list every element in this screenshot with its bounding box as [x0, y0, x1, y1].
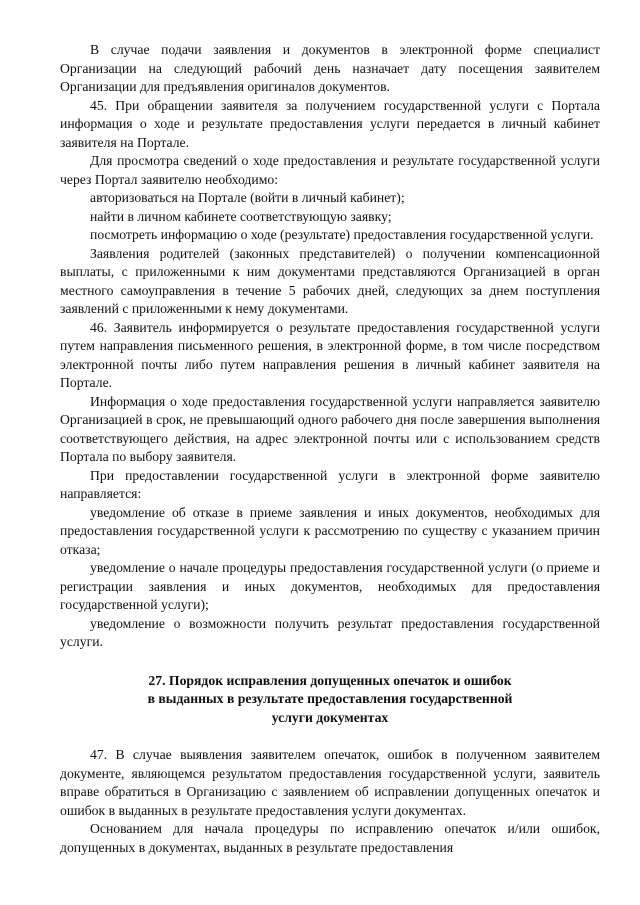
section-heading-line: в выданных в результате предоставления государственной — [147, 691, 513, 706]
paragraph: авторизоваться на Портале (войти в личный кабинет); — [90, 190, 405, 205]
paragraph: найти в личном кабинете соответствующую заявку; — [90, 208, 392, 224]
paragraph: уведомление об отказе в приеме заявления и иных документов, необходимых для предоставления государственной услуги к рассмотрению по существу с указанием причин отказа; — [60, 504, 600, 557]
section-heading-line: услуги документах — [271, 709, 389, 725]
paragraph: В случае подачи заявления и документов в электронной форме специалист Организации на следующий рабочий день назначает дату посещения заявителем Организации для предъявления оригиналов документов. — [60, 42, 600, 94]
paragraph: Для просмотра сведений о ходе предоставления и результате государственной услуги через Портал заявителю необходимо: — [60, 153, 600, 187]
paragraph: Основанием для начала процедуры по исправлению опечаток и/или ошибок, допущенных в документах, выданных в результате предоставления — [60, 821, 600, 855]
paragraph: Заявления родителей (законных представителей) о получении компенсационной выплаты, с приложенными к ним документами представляются Организацией в орган местного самоуправления в течение 5 рабочих дней, следующих за днем поступления заявлений с приложенными к нему документами. — [60, 245, 600, 316]
paragraph: 46. Заявитель информируется о результате предоставления государственной услуги путем направления письменного решения, в электронной форме, в том числе посредством электронной почты либо путем направления решения в личный кабинет заявителя на Портале. — [60, 319, 600, 390]
section-heading — [60, 672, 600, 728]
paragraph: 45. При обращении заявителя за получением государственной услуги с Портала информация о ходе и результате предоставления услуги передается в личный кабинет заявителя на Портале. — [60, 97, 600, 150]
paragraph: уведомление о начале процедуры предоставления государственной услуги (о приеме и регистрации заявления и иных документов, необходимых для предоставления государственной услуги); — [60, 560, 600, 612]
paragraph: посмотреть информацию о ходе (результате) предоставления государственной услуги. — [90, 227, 594, 242]
paragraph: При предоставлении государственной услуги в электронной форме заявителю направляется: — [60, 467, 600, 501]
paragraph: уведомление о возможности получить результат предоставления государственной услуги. — [60, 615, 600, 649]
paragraph: 47. В случае выявления заявителем опечаток, ошибок в полученном заявителем документе, являющемся результатом предоставления государственной услуги, заявитель вправе обратиться в Организацию с заявлением об исправлении допущенных опечаток и ошибок в выданных в результате предоставления услуги документах. — [60, 747, 600, 818]
paragraph: Информация о ходе предоставления государственной услуги направляется заявителю Организацией в срок, не превышающий одного рабочего дня после завершения выполнения соответствующего действия, на адрес электронной почты или с использованием средств Портала по выбору заявителя. — [60, 393, 600, 464]
section-heading-line: 27. Порядок исправления допущенных опечаток и ошибок — [148, 672, 512, 688]
